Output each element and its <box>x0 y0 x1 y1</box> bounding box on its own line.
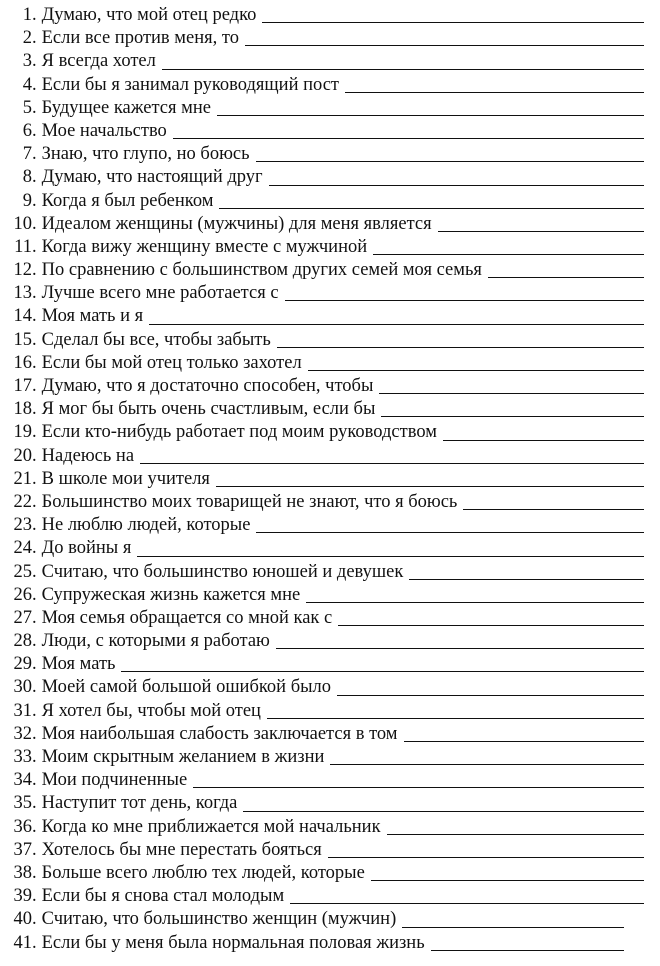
item-number-period: . <box>32 236 37 257</box>
item-number: 39 <box>13 886 32 907</box>
item-prompt-text: Люди, с которыми я работаю <box>41 631 270 652</box>
answer-blank-line[interactable] <box>162 69 644 70</box>
item-prompt-text: Моя мать и я <box>41 306 144 327</box>
item-number-period: . <box>32 515 37 536</box>
answer-blank-line[interactable] <box>443 440 644 441</box>
form-item-13 <box>0 282 660 305</box>
answer-blank-line[interactable] <box>345 92 644 93</box>
item-number: 23 <box>13 515 32 536</box>
form-item-21 <box>0 468 660 491</box>
item-number: 2 <box>22 28 32 49</box>
item-prompt-text: Когда ко мне приближается мой начальник <box>41 816 381 837</box>
item-prompt-text: До войны я <box>41 538 132 559</box>
item-number-period: . <box>32 886 37 907</box>
form-item-37 <box>0 839 660 862</box>
item-number: 17 <box>13 376 32 396</box>
item-number-period: . <box>32 445 37 466</box>
item-number-period: . <box>32 144 37 165</box>
item-prompt-text: Считаю, что большинство женщин (мужчин) <box>41 909 397 930</box>
form-item-1 <box>0 4 660 27</box>
answer-blank-line[interactable] <box>277 347 644 348</box>
item-prompt-text: Идеалом женщины (мужчины) для меня является <box>41 213 432 234</box>
item-number: 7 <box>22 144 32 165</box>
answer-blank-line[interactable] <box>306 602 644 603</box>
form-item-9 <box>0 190 660 213</box>
item-prompt-text: Считаю, что большинство юношей и девушек <box>41 561 404 582</box>
item-prompt-text: Я всегда хотел <box>41 51 156 72</box>
item-number: 31 <box>13 700 32 721</box>
item-number: 24 <box>13 538 32 559</box>
form-item-10 <box>0 213 660 236</box>
item-number: 1 <box>22 5 32 25</box>
item-number: 25 <box>13 561 32 582</box>
item-number: 11 <box>14 236 32 257</box>
item-number-period: . <box>32 631 37 652</box>
form-item-4 <box>0 74 660 97</box>
form-item-14 <box>0 305 660 328</box>
item-prompt-text: Надеюсь на <box>41 445 135 466</box>
item-number: 21 <box>13 468 32 489</box>
item-prompt-text: Если бы мой отец только захотел <box>41 352 302 373</box>
item-number-period: . <box>32 491 37 512</box>
item-prompt-text: Моей самой большой ошибкой было <box>41 677 332 698</box>
item-prompt-text: Большинство моих товарищей не знают, что я боюсь <box>41 491 458 512</box>
answer-blank-line[interactable] <box>276 648 644 649</box>
form-item-3 <box>0 50 660 73</box>
item-number-period: . <box>32 561 37 582</box>
item-number-period: . <box>32 584 37 605</box>
form-item-5 <box>0 97 660 120</box>
answer-blank-line[interactable] <box>387 834 644 835</box>
form-item-26 <box>0 584 660 607</box>
item-prompt-text: Мои подчиненные <box>41 770 188 791</box>
form-item-7 <box>0 143 660 166</box>
form-item-40 <box>0 908 660 931</box>
item-number: 37 <box>13 839 32 860</box>
item-number: 12 <box>13 260 32 281</box>
answer-blank-line[interactable] <box>488 277 644 278</box>
item-number-period: . <box>32 422 37 443</box>
item-number-period: . <box>32 538 37 559</box>
item-number: 13 <box>13 283 32 304</box>
item-number-period: . <box>32 213 37 234</box>
answer-blank-line[interactable] <box>328 857 644 858</box>
item-number-period: . <box>32 97 37 118</box>
form-item-32 <box>0 723 660 746</box>
item-number-period: . <box>32 793 37 814</box>
item-number-period: . <box>32 51 37 72</box>
form-item-24 <box>0 537 660 560</box>
item-number: 14 <box>13 306 32 327</box>
item-number-period: . <box>32 909 37 930</box>
form-item-2 <box>0 27 660 50</box>
answer-blank-line[interactable] <box>137 556 644 557</box>
item-prompt-text: Лучше всего мне работается с <box>41 283 279 304</box>
item-prompt-text: Думаю, что мой отец редко <box>41 5 257 25</box>
item-prompt-text: Моя семья обращается со мной как с <box>41 607 333 628</box>
answer-blank-line[interactable] <box>371 880 644 881</box>
item-number: 3 <box>22 51 32 72</box>
form-item-38 <box>0 862 660 885</box>
answer-blank-line[interactable] <box>381 416 644 417</box>
item-number: 6 <box>22 120 32 141</box>
item-prompt-text: Думаю, что настоящий друг <box>41 167 263 188</box>
form-item-28 <box>0 630 660 653</box>
item-number-period: . <box>32 120 37 141</box>
form-item-29 <box>0 653 660 676</box>
answer-blank-line[interactable] <box>337 695 644 696</box>
item-number: 9 <box>22 190 32 211</box>
answer-blank-line[interactable] <box>193 787 644 788</box>
item-number-period: . <box>32 352 37 373</box>
form-item-35 <box>0 792 660 815</box>
item-number: 35 <box>13 793 32 814</box>
item-number: 27 <box>13 607 32 628</box>
item-prompt-text: В школе мои учителя <box>41 468 210 489</box>
item-number-period: . <box>32 932 37 953</box>
item-prompt-text: Думаю, что я достаточно способен, чтобы <box>41 376 374 396</box>
form-item-33 <box>0 746 660 769</box>
form-item-23 <box>0 514 660 537</box>
form-item-41 <box>0 932 660 955</box>
item-number-period: . <box>32 399 37 420</box>
form-item-34 <box>0 769 660 792</box>
form-item-8 <box>0 166 660 189</box>
item-prompt-text: Наступит тот день, когда <box>41 793 238 814</box>
item-number: 32 <box>13 723 32 744</box>
item-prompt-text: Больше всего люблю тех людей, которые <box>41 862 365 883</box>
item-prompt-text: Знаю, что глупо, но боюсь <box>41 144 250 165</box>
item-number-period: . <box>32 28 37 49</box>
answer-blank-line[interactable] <box>373 254 644 255</box>
item-number-period: . <box>32 816 37 837</box>
sentence-completion-form <box>0 4 660 955</box>
form-item-30 <box>0 676 660 699</box>
item-number: 38 <box>13 862 32 883</box>
item-number-period: . <box>32 723 37 744</box>
answer-blank-line[interactable] <box>290 903 644 904</box>
item-number: 15 <box>13 329 32 350</box>
item-prompt-text: Если все против меня, то <box>41 28 239 49</box>
form-item-16 <box>0 352 660 375</box>
item-number: 20 <box>13 445 32 466</box>
item-prompt-text: По сравнению с большинством других семей моя семья <box>41 260 482 281</box>
form-item-18 <box>0 398 660 421</box>
form-item-31 <box>0 700 660 723</box>
item-prompt-text: Мое начальство <box>41 120 167 141</box>
item-number: 36 <box>13 816 32 837</box>
item-number-period: . <box>32 329 37 350</box>
item-number-period: . <box>32 770 37 791</box>
answer-blank-line[interactable] <box>140 463 644 464</box>
item-number: 18 <box>13 399 32 420</box>
item-number-period: . <box>32 654 37 675</box>
answer-blank-line[interactable] <box>463 509 644 510</box>
item-number: 33 <box>13 747 32 767</box>
item-number-period: . <box>32 190 37 211</box>
item-number: 28 <box>13 631 32 652</box>
answer-blank-line[interactable] <box>330 764 644 765</box>
item-number-period: . <box>32 260 37 281</box>
item-number: 26 <box>13 584 32 605</box>
form-item-19 <box>0 421 660 444</box>
answer-blank-line[interactable] <box>308 370 644 371</box>
answer-blank-line[interactable] <box>217 115 644 116</box>
item-prompt-text: Моя наибольшая слабость заключается в том <box>41 723 398 744</box>
form-item-12 <box>0 259 660 282</box>
item-number: 19 <box>13 422 32 443</box>
form-item-20 <box>0 445 660 468</box>
item-number-period: . <box>32 700 37 721</box>
item-number-period: . <box>32 839 37 860</box>
item-prompt-text: Если кто-нибудь работает под моим руководством <box>41 422 437 443</box>
item-prompt-text: Моим скрытным желанием в жизни <box>41 747 325 767</box>
item-number-period: . <box>32 5 37 25</box>
item-number: 16 <box>13 352 32 373</box>
answer-blank-line[interactable] <box>173 138 644 139</box>
item-number-period: . <box>32 306 37 327</box>
form-item-27 <box>0 607 660 630</box>
item-number: 40 <box>13 909 32 930</box>
item-prompt-text: Супружеская жизнь кажется мне <box>41 584 301 605</box>
item-number-period: . <box>32 283 37 304</box>
answer-blank-line[interactable] <box>338 625 644 626</box>
answer-blank-line[interactable] <box>149 324 644 325</box>
item-number: 22 <box>13 491 32 512</box>
item-prompt-text: Когда вижу женщину вместе с мужчиной <box>41 236 368 257</box>
item-number-period: . <box>32 468 37 489</box>
item-prompt-text: Когда я был ребенком <box>41 190 214 211</box>
item-number: 34 <box>13 770 32 791</box>
answer-blank-line[interactable] <box>404 741 644 742</box>
item-number-period: . <box>32 677 37 698</box>
item-number-period: . <box>32 747 37 767</box>
answer-blank-line[interactable] <box>379 393 644 394</box>
item-number: 30 <box>13 677 32 698</box>
item-number-period: . <box>32 862 37 883</box>
answer-blank-line[interactable] <box>243 811 644 812</box>
item-prompt-text: Если бы я снова стал молодым <box>41 886 285 907</box>
answer-blank-line[interactable] <box>402 927 624 928</box>
form-item-22 <box>0 491 660 514</box>
item-number-period: . <box>32 376 37 396</box>
answer-blank-line[interactable] <box>267 718 644 719</box>
item-prompt-text: Я мог бы быть очень счастливым, если бы <box>41 399 376 420</box>
form-item-15 <box>0 329 660 352</box>
answer-blank-line[interactable] <box>121 671 644 672</box>
item-number-period: . <box>32 74 37 95</box>
item-number-period: . <box>32 607 37 628</box>
item-prompt-text: Моя мать <box>41 654 116 675</box>
item-prompt-text: Я хотел бы, чтобы мой отец <box>41 700 261 721</box>
item-number-period: . <box>32 167 37 188</box>
item-prompt-text: Сделал бы все, чтобы забыть <box>41 329 271 350</box>
item-number: 8 <box>22 167 32 188</box>
answer-blank-line[interactable] <box>256 161 644 162</box>
item-number: 5 <box>22 97 32 118</box>
answer-blank-line[interactable] <box>269 185 644 186</box>
form-item-17 <box>0 375 660 398</box>
item-prompt-text: Если бы я занимал руководящий пост <box>41 74 340 95</box>
form-item-6 <box>0 120 660 143</box>
item-number: 10 <box>13 213 32 234</box>
answer-blank-line[interactable] <box>438 231 644 232</box>
form-item-25 <box>0 561 660 584</box>
answer-blank-line[interactable] <box>219 208 644 209</box>
item-prompt-text: Хотелось бы мне перестать бояться <box>41 839 322 860</box>
answer-blank-line[interactable] <box>216 486 644 487</box>
item-number: 29 <box>13 654 32 675</box>
form-item-36 <box>0 816 660 839</box>
item-prompt-text: Будущее кажется мне <box>41 97 211 118</box>
answer-blank-line[interactable] <box>285 300 644 301</box>
item-number: 4 <box>22 74 32 95</box>
answer-blank-line[interactable] <box>262 22 644 23</box>
item-prompt-text: Если бы у меня была нормальная половая жизнь <box>41 932 425 953</box>
answer-blank-line[interactable] <box>409 579 644 580</box>
answer-blank-line[interactable] <box>245 45 644 46</box>
answer-blank-line[interactable] <box>431 950 624 951</box>
item-prompt-text: Не люблю людей, которые <box>41 515 251 536</box>
answer-blank-line[interactable] <box>256 532 644 533</box>
item-number: 41 <box>13 932 32 953</box>
form-item-39 <box>0 885 660 908</box>
form-item-11 <box>0 236 660 259</box>
